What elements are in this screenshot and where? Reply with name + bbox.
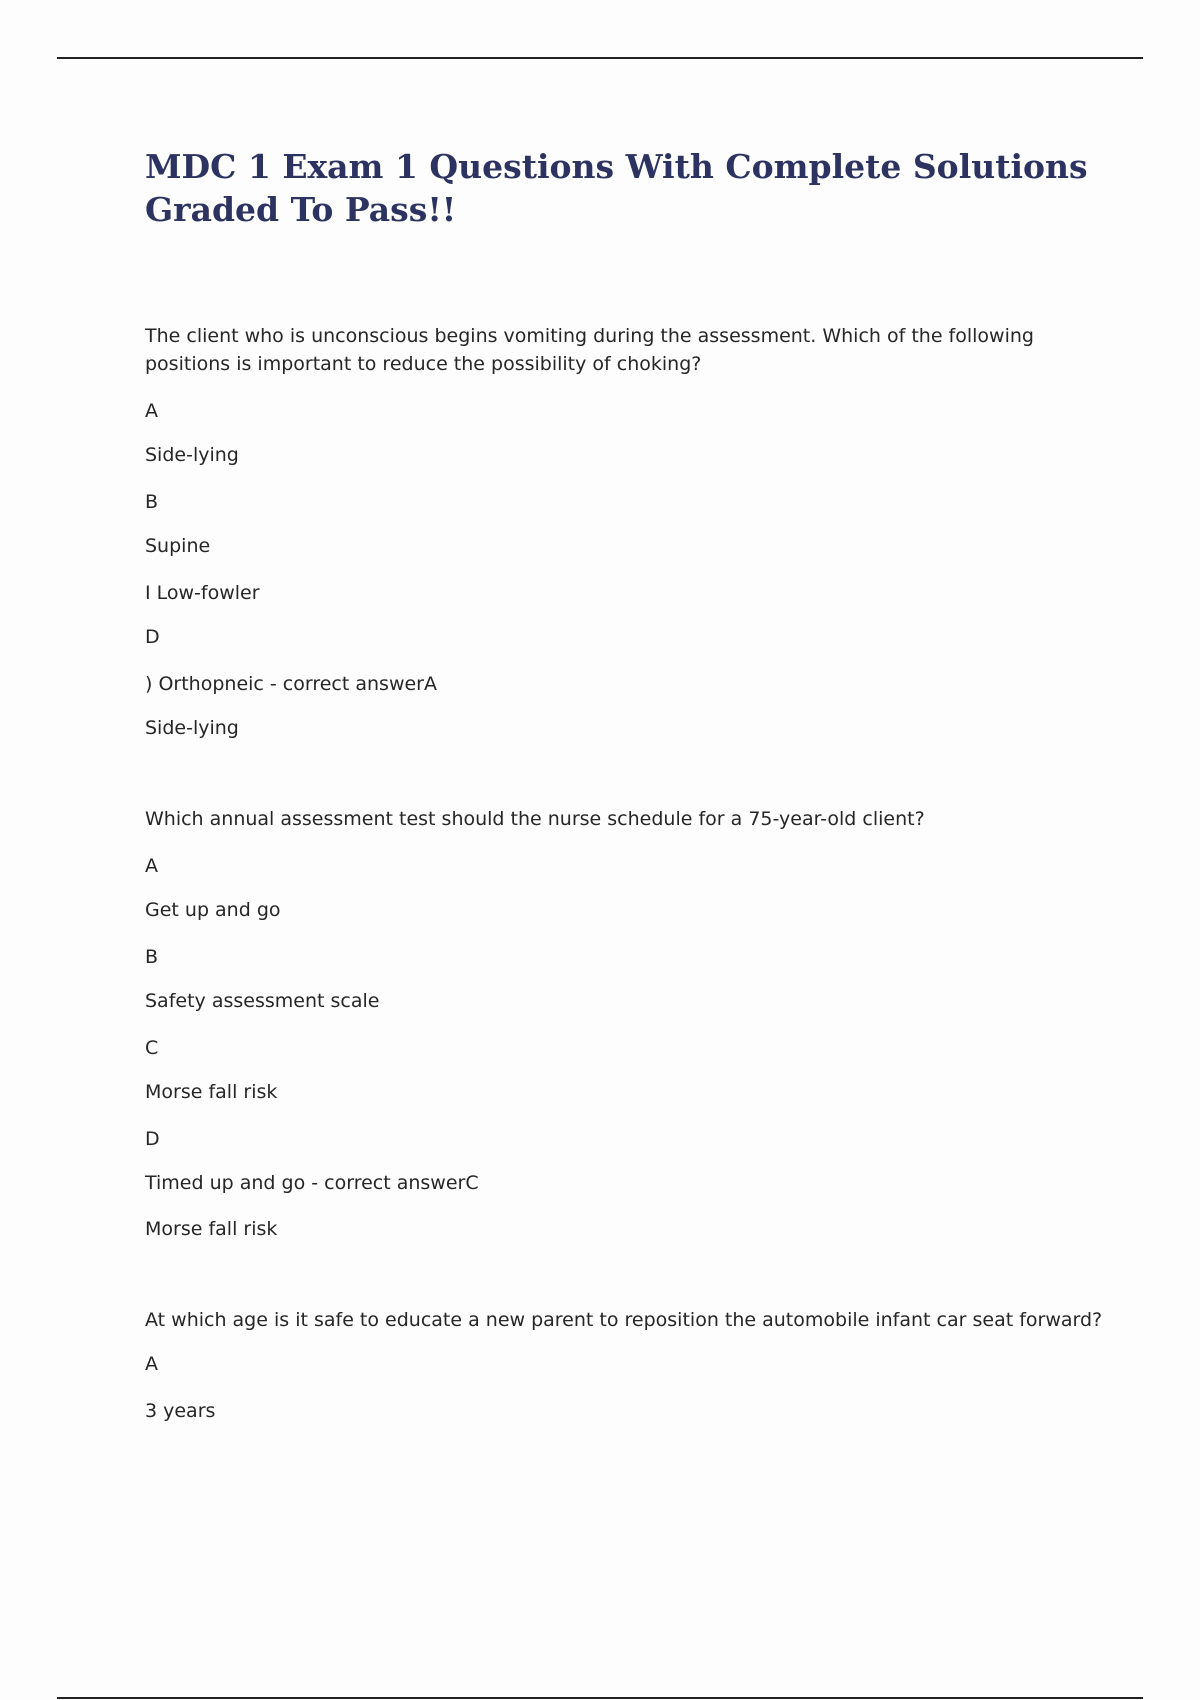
question-1-line: Side-lying [145, 444, 239, 466]
question-2-line: Morse fall risk [145, 1218, 278, 1240]
question-1-prompt: The client who is unconscious begins vomiting during the assessment. Which of the following positions is important to reduce the possibility of choking? [145, 325, 1034, 375]
question-2-line: Safety assessment scale [145, 990, 380, 1012]
question-3-line: A [145, 1353, 158, 1375]
footer-rule [57, 1697, 1143, 1699]
header-rule [57, 57, 1143, 59]
question-2-line: Morse fall risk [145, 1081, 278, 1103]
question-2-line: Timed up and go - correct answerC [145, 1172, 479, 1194]
question-2-line: Get up and go [145, 899, 281, 921]
question-1-line: D [145, 626, 160, 648]
question-2-prompt: Which annual assessment test should the nurse schedule for a 75-year-old client? [145, 808, 925, 830]
question-2-line: A [145, 855, 158, 877]
question-1-line: I Low-fowler [145, 582, 260, 604]
question-3-prompt: At which age is it safe to educate a new parent to reposition the automobile infant car seat forward? [145, 1309, 1103, 1331]
question-2-line: C [145, 1037, 159, 1059]
question-1-line: ) Orthopneic - correct answerA [145, 673, 437, 695]
document-title: MDC 1 Exam 1 Questions With Complete Solutions Graded To Pass!! [145, 147, 1088, 229]
question-1-line: Supine [145, 535, 211, 557]
question-1-line: B [145, 491, 159, 513]
question-1-line: A [145, 400, 158, 422]
question-3-line: 3 years [145, 1400, 216, 1422]
question-2-line: D [145, 1128, 160, 1150]
question-2-line: B [145, 946, 159, 968]
question-1-line: Side-lying [145, 717, 239, 739]
